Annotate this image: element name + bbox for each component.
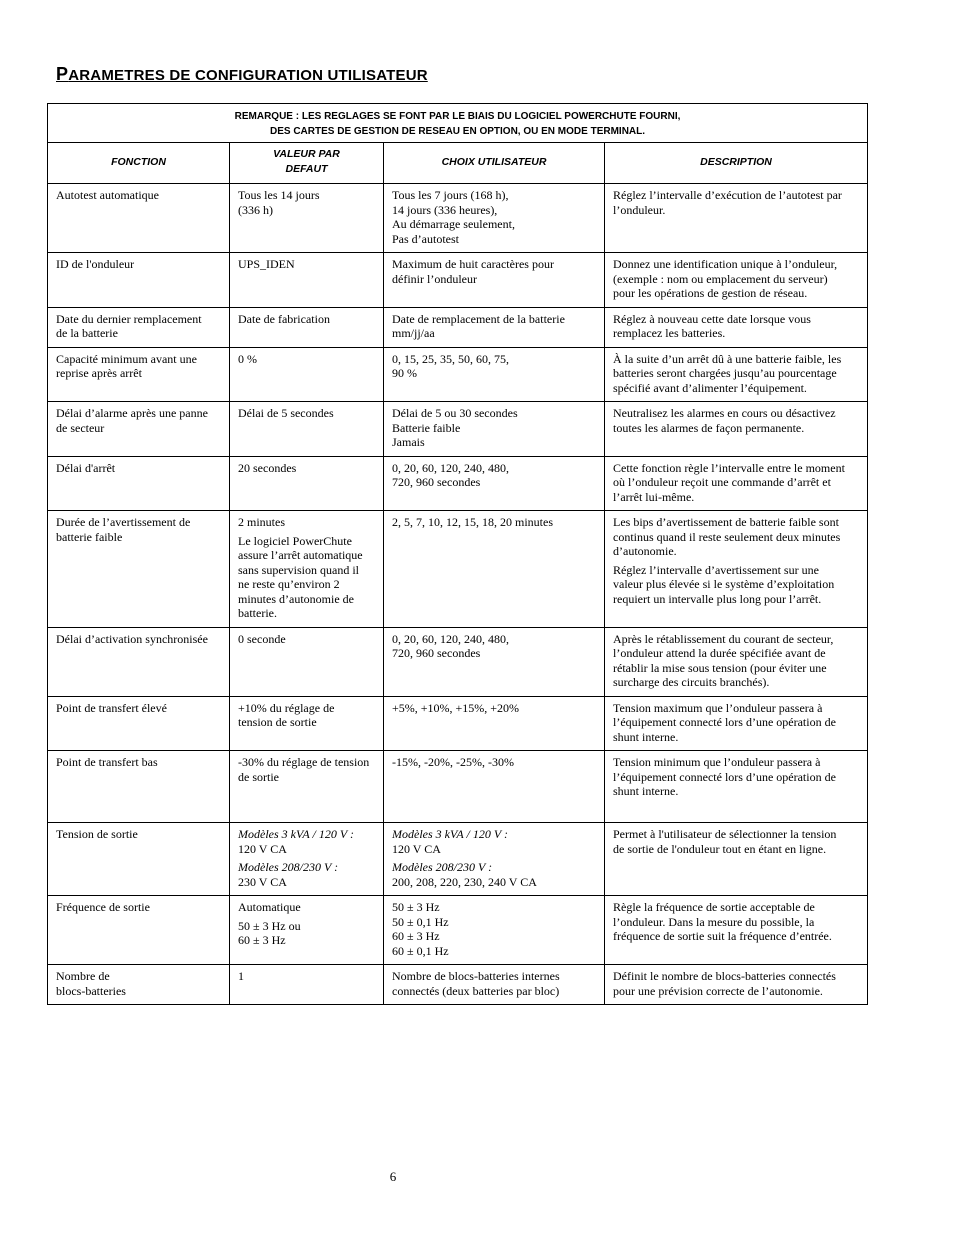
- model-value: 230 V CA: [238, 874, 287, 889]
- remark-row: [48, 104, 868, 143]
- valeur-cell: [230, 307, 384, 347]
- cell-line: Date de remplacement de la batterie: [392, 311, 565, 326]
- cell-line: connectés (deux batteries par bloc): [392, 983, 560, 998]
- cell-line: Donnez une identification unique à l’onduleur,: [613, 257, 838, 271]
- cell-line: Tous les 7 jours (168 h),: [392, 188, 509, 202]
- cell-line: 0, 20, 60, 120, 240, 480,: [392, 631, 509, 646]
- fonction-cell: [48, 184, 230, 253]
- cell-line: rétablir la mise sous tension (pour éviter une: [613, 660, 827, 675]
- cell-line: Règle la fréquence de sortie acceptable de: [613, 900, 815, 914]
- cell-line: reprise après arrêt: [56, 366, 142, 380]
- cell-line: 20 secondes: [238, 460, 297, 475]
- cell-line: l’onduleur. Dans la mesure du possible, la: [613, 914, 815, 929]
- cell-line: À la suite d’un arrêt dû à une batterie faible, les: [613, 351, 842, 366]
- description-cell: [605, 965, 868, 1005]
- cell-line: continus quand il reste seulement deux minutes: [613, 529, 841, 544]
- cell-line: Réglez l’intervalle d’avertissement sur une: [613, 562, 819, 577]
- model-value: 120 V CA: [392, 841, 441, 856]
- valeur-cell: [230, 627, 384, 696]
- cell-line: Neutralisez les alarmes en cours ou désactivez: [613, 406, 836, 420]
- cell-line: Maximum de huit caractères pour: [392, 257, 554, 271]
- cell-line: shunt interne.: [613, 729, 679, 744]
- page-number: 6: [389, 1169, 397, 1184]
- description-cell: [605, 347, 868, 402]
- table-row: [48, 751, 868, 823]
- table-row: [48, 184, 868, 253]
- cell-line: 720, 960 secondes: [392, 475, 481, 489]
- description-cell: [605, 696, 868, 751]
- cell-line: batterie faible: [56, 529, 123, 544]
- fonction-cell: [48, 627, 230, 696]
- model-label: Modèles 208/230 V :: [238, 860, 339, 874]
- description-cell: [605, 184, 868, 253]
- valeur-cell: [230, 896, 384, 965]
- table-row: [48, 896, 868, 965]
- page-title: [56, 64, 428, 85]
- choix-cell: [384, 456, 605, 511]
- cell-line: Le logiciel PowerChute: [238, 533, 352, 548]
- cell-line: Fréquence de sortie: [56, 900, 150, 914]
- choix-cell: [384, 627, 605, 696]
- fonction-cell: [48, 965, 230, 1005]
- cell-line: Batterie faible: [392, 420, 461, 435]
- cell-line: toutes les alarmes de façon permanente.: [613, 420, 805, 435]
- cell-line: de la batterie: [56, 326, 118, 340]
- model-label: Modèles 3 kVA / 120 V :: [392, 827, 508, 841]
- title-initial: P: [56, 64, 69, 84]
- description-cell: [605, 402, 868, 457]
- cell-line: Nombre de blocs-batteries internes: [392, 969, 560, 983]
- fonction-cell: [48, 253, 230, 308]
- cell-line: fréquence de sortie suit la fréquence d’entrée.: [613, 929, 832, 943]
- cell-line: Nombre de: [56, 969, 110, 983]
- cell-line: l’onduleur.: [613, 202, 666, 217]
- cell-line: Point de transfert élevé: [56, 700, 167, 715]
- cell-line: 90 %: [392, 366, 417, 380]
- cell-line: -30% du réglage de tension: [238, 755, 370, 769]
- fonction-cell: [48, 896, 230, 965]
- fonction-cell: [48, 456, 230, 511]
- cell-line: Délai d'arrêt: [56, 460, 116, 475]
- cell-line: ID de l'onduleur: [56, 257, 135, 271]
- cell-line: 50 ± 0,1 Hz: [392, 914, 449, 929]
- cell-line: Durée de l’avertissement de: [56, 515, 191, 529]
- valeur-cell: [230, 456, 384, 511]
- header-choix: CHOIX UTILISATEUR: [384, 143, 605, 184]
- cell-line: Définit le nombre de blocs-batteries connectés: [613, 969, 836, 983]
- cell-line: 720, 960 secondes: [392, 646, 481, 660]
- valeur-cell: [230, 402, 384, 457]
- cell-line: +5%, +10%, +15%, +20%: [392, 700, 520, 715]
- description-cell: [605, 823, 868, 896]
- cell-line: sans supervision quand il: [238, 562, 359, 577]
- cell-line: l’équipement connecté lors d’une opération de: [613, 769, 836, 784]
- table-row: [48, 823, 868, 896]
- table-row: [48, 627, 868, 696]
- cell-line: 0, 15, 25, 35, 50, 60, 75,: [392, 351, 509, 366]
- cell-line: 60 ± 3 Hz: [238, 933, 286, 947]
- cell-line: Après le rétablissement du courant de secteur,: [613, 631, 834, 646]
- choix-cell: [384, 184, 605, 253]
- model-label: Modèles 3 kVA / 120 V :: [238, 827, 354, 841]
- cell-line: Délai d’alarme après une panne: [56, 406, 208, 420]
- description-cell: [605, 896, 868, 965]
- fonction-cell: [48, 511, 230, 628]
- cell-line: Réglez l’intervalle d’exécution de l’autotest par: [613, 188, 842, 202]
- valeur-cell: [230, 751, 384, 823]
- fonction-cell: [48, 751, 230, 823]
- fonction-cell: [48, 307, 230, 347]
- cell-line: (exemple : nom ou emplacement du serveur): [613, 271, 828, 286]
- fonction-cell: [48, 823, 230, 896]
- header-description: DESCRIPTION: [605, 143, 868, 184]
- cell-line: Les bips d’avertissement de batterie faible sont: [613, 515, 839, 529]
- cell-line: mm/jj/aa: [392, 326, 435, 340]
- choix-cell: [384, 751, 605, 823]
- cell-line: (336 h): [238, 202, 273, 217]
- cell-line: 14 jours (336 heures),: [392, 202, 498, 217]
- choix-cell: [384, 347, 605, 402]
- valeur-cell: [230, 347, 384, 402]
- cell-line: Permet à l'utilisateur de sélectionner la tension: [613, 827, 837, 841]
- cell-line: Pas d’autotest: [392, 231, 459, 246]
- valeur-cell: [230, 511, 384, 628]
- cell-line: remplacez les batteries.: [613, 326, 726, 340]
- cell-line: requiert un intervalle plus long pour l’arrêt.: [613, 591, 822, 606]
- remark-line-2: DES CARTES DE GESTION DE RESEAU EN OPTION, OU EN MODE TERMINAL.: [269, 126, 646, 137]
- choix-cell: [384, 965, 605, 1005]
- cell-line: spécifié avant d’alimenter l’équipement.: [613, 380, 807, 395]
- cell-line: de secteur: [56, 420, 105, 435]
- cell-line: où l’onduleur reçoit une commande d’arrêt et: [613, 475, 831, 489]
- cell-line: définir l’onduleur: [392, 271, 477, 286]
- cell-line: pour les opérations de gestion de réseau.: [613, 286, 808, 300]
- cell-line: +10% du réglage de: [238, 700, 335, 715]
- cell-line: valeur plus élevée si le système d’exploitation: [613, 577, 835, 591]
- choix-cell: [384, 253, 605, 308]
- cell-line: Délai de 5 ou 30 secondes: [392, 406, 518, 420]
- cell-line: de sortie: [238, 769, 279, 784]
- choix-cell: [384, 511, 605, 628]
- cell-line: Capacité minimum avant une: [56, 351, 197, 366]
- fonction-cell: [48, 696, 230, 751]
- header-valeur-line-2: DEFAUT: [285, 163, 328, 175]
- cell-line: batteries seront chargées jusqu’au pourcentage: [613, 366, 837, 380]
- description-cell: [605, 307, 868, 347]
- choix-cell: [384, 402, 605, 457]
- cell-line: 0 %: [238, 351, 257, 366]
- fonction-cell: [48, 347, 230, 402]
- model-value: 200, 208, 220, 230, 240 V CA: [392, 874, 537, 889]
- cell-line: Date de fabrication: [238, 311, 330, 326]
- description-cell: [605, 511, 868, 628]
- valeur-cell: [230, 253, 384, 308]
- table-row: [48, 307, 868, 347]
- header-valeur: [230, 143, 384, 184]
- cell-line: l’équipement connecté lors d’une opération de: [613, 715, 836, 729]
- cell-line: 50 ± 3 Hz ou: [238, 918, 301, 933]
- cell-line: Réglez à nouveau cette date lorsque vous: [613, 311, 811, 326]
- cell-line: 2, 5, 7, 10, 12, 15, 18, 20 minutes: [392, 515, 553, 529]
- parameters-table: [47, 103, 868, 1005]
- table-row: [48, 456, 868, 511]
- choix-cell: [384, 823, 605, 896]
- header-valeur-line-1: VALEUR PAR: [273, 148, 340, 160]
- cell-line: ne reste qu’environ 2: [238, 577, 340, 591]
- description-cell: [605, 253, 868, 308]
- choix-cell: [384, 696, 605, 751]
- cell-line: blocs-batteries: [56, 983, 126, 998]
- table-row: [48, 965, 868, 1005]
- choix-cell: [384, 896, 605, 965]
- table-row: [48, 402, 868, 457]
- cell-line: UPS_IDEN: [238, 257, 295, 271]
- cell-line: 60 ± 0,1 Hz: [392, 943, 449, 958]
- cell-line: -15%, -20%, -25%, -30%: [392, 755, 514, 769]
- cell-line: 60 ± 3 Hz: [392, 929, 440, 943]
- cell-line: Date du dernier remplacement: [56, 311, 202, 326]
- choix-cell: [384, 307, 605, 347]
- remark-cell: [48, 104, 868, 143]
- cell-line: 0, 20, 60, 120, 240, 480,: [392, 460, 509, 475]
- model-value: 120 V CA: [238, 841, 287, 856]
- cell-line: Au démarrage seulement,: [392, 217, 515, 231]
- remark-line-1: REMARQUE : LES REGLAGES SE FONT PAR LE BIAIS DU LOGICIEL POWERCHUTE FOURNI,: [234, 111, 681, 122]
- cell-line: Délai de 5 secondes: [238, 406, 334, 420]
- header-fonction: FONCTION: [48, 143, 230, 184]
- cell-line: pour une prévision correcte de l’autonomie.: [613, 983, 823, 998]
- table-row: [48, 347, 868, 402]
- cell-line: Cette fonction règle l’intervalle entre le moment: [613, 460, 845, 475]
- valeur-cell: [230, 184, 384, 253]
- description-cell: [605, 751, 868, 823]
- cell-line: tension de sortie: [238, 715, 317, 729]
- table-row: [48, 511, 868, 628]
- cell-line: assure l’arrêt automatique: [238, 548, 363, 562]
- cell-line: Tension minimum que l’onduleur passera à: [613, 755, 821, 769]
- cell-line: 1: [238, 969, 244, 983]
- valeur-cell: [230, 965, 384, 1005]
- cell-line: Tension maximum que l’onduleur passera à: [613, 700, 823, 715]
- cell-line: shunt interne.: [613, 784, 679, 798]
- fonction-cell: [48, 402, 230, 457]
- model-label: Modèles 208/230 V :: [392, 860, 493, 874]
- cell-line: surcharge des circuits branchés).: [613, 675, 770, 689]
- valeur-cell: [230, 696, 384, 751]
- cell-line: 2 minutes: [238, 515, 285, 529]
- table-row: [48, 253, 868, 308]
- cell-line: l’arrêt lui-même.: [613, 489, 695, 504]
- cell-line: Délai d’activation synchronisée: [56, 631, 208, 646]
- cell-line: batterie.: [238, 606, 277, 620]
- table-row: [48, 696, 868, 751]
- cell-line: minutes d’autonomie de: [238, 591, 354, 606]
- cell-line: Point de transfert bas: [56, 755, 158, 769]
- description-cell: [605, 456, 868, 511]
- cell-line: Autotest automatique: [56, 188, 159, 202]
- cell-line: 50 ± 3 Hz: [392, 900, 440, 914]
- cell-line: d’autonomie.: [613, 544, 677, 558]
- table-body: [48, 184, 868, 1005]
- cell-line: 0 seconde: [238, 631, 286, 646]
- cell-line: Tous les 14 jours: [238, 188, 320, 202]
- cell-line: Jamais: [392, 435, 425, 449]
- cell-line: de sortie de l'onduleur tout en étant en ligne.: [613, 841, 827, 856]
- description-cell: [605, 627, 868, 696]
- header-row: [48, 143, 868, 184]
- cell-line: Automatique: [238, 900, 301, 914]
- cell-line: Tension de sortie: [56, 827, 138, 841]
- title-rest: ARAMETRES DE CONFIGURATION UTILISATEUR: [68, 67, 428, 84]
- cell-line: l’onduleur attend la durée spécifiée avant de: [613, 646, 826, 660]
- valeur-cell: [230, 823, 384, 896]
